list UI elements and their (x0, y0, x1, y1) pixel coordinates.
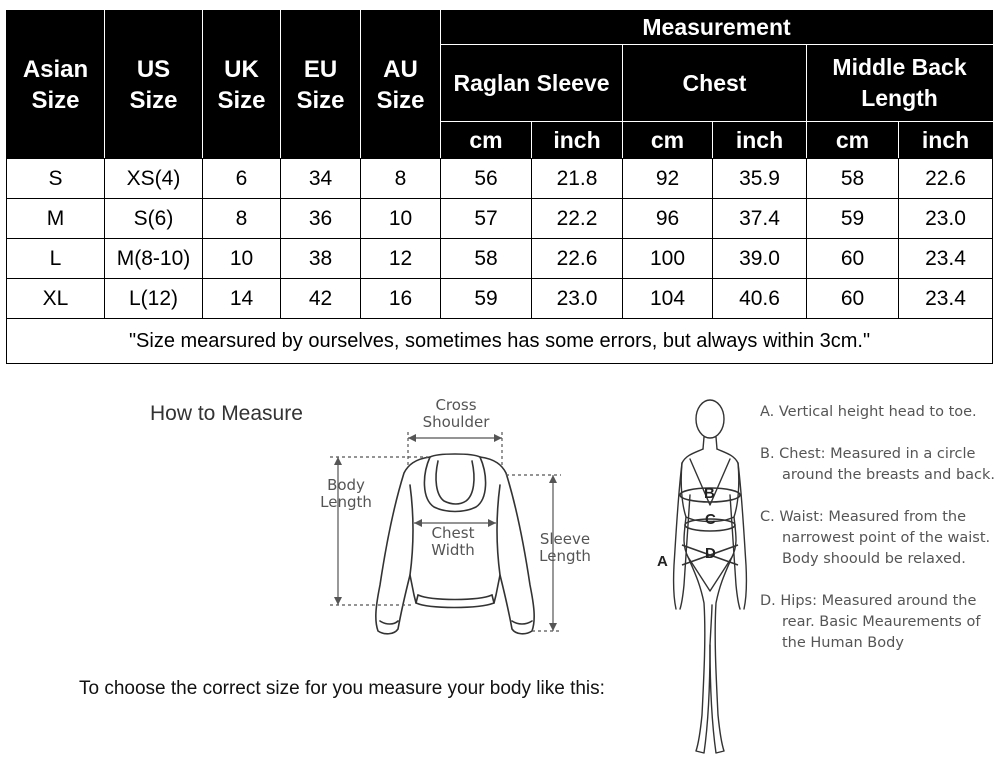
measurement-legend (760, 402, 995, 654)
table-cell: 40.6 (713, 279, 807, 319)
table-cell: 59 (807, 199, 899, 239)
figure-letter-b: B (704, 485, 715, 502)
header-us-size: US Size (105, 11, 203, 159)
table-cell: 23.4 (899, 239, 993, 279)
table-cell: 10 (203, 239, 281, 279)
table-cell: 39.0 (713, 239, 807, 279)
header-unit-inch: inch (713, 122, 807, 159)
table-cell: 6 (203, 159, 281, 199)
table-row (7, 279, 993, 319)
table-cell: 42 (281, 279, 361, 319)
table-cell: L (7, 239, 105, 279)
header-unit-inch: inch (532, 122, 623, 159)
table-cell: 35.9 (713, 159, 807, 199)
garment-illustration (310, 395, 610, 645)
table-row (7, 159, 993, 199)
body-figure (650, 395, 760, 763)
cross-shoulder-label: Cross Shoulder (422, 396, 490, 431)
table-cell: 22.2 (532, 199, 623, 239)
body-figure-illustration (650, 395, 760, 763)
table-cell: 36 (281, 199, 361, 239)
header-raglan-sleeve: Raglan Sleeve (441, 45, 623, 122)
table-cell: 104 (623, 279, 713, 319)
table-cell: 58 (807, 159, 899, 199)
garment-diagram (310, 395, 610, 645)
header-unit-inch: inch (899, 122, 993, 159)
table-cell: 12 (361, 239, 441, 279)
table-cell: 22.6 (532, 239, 623, 279)
measure-instruction: To choose the correct size for you measure your body like this: (79, 678, 605, 699)
header-unit-cm: cm (441, 122, 532, 159)
table-cell: 58 (441, 239, 532, 279)
table-cell: 92 (623, 159, 713, 199)
figure-letter-d: D (705, 545, 716, 562)
header-chest: Chest (623, 45, 807, 122)
table-cell: 23.4 (899, 279, 993, 319)
table-row (7, 199, 993, 239)
table-cell: 8 (203, 199, 281, 239)
table-cell: 23.0 (899, 199, 993, 239)
table-cell: 57 (441, 199, 532, 239)
header-unit-cm: cm (807, 122, 899, 159)
body-length-label: Body Length (320, 476, 372, 511)
sleeve-length-label: Sleeve Length (539, 530, 591, 565)
table-cell: XL (7, 279, 105, 319)
legend-item-a: A. Vertical height head to toe. (760, 404, 977, 420)
header-au-size: AU Size (361, 11, 441, 159)
header-eu-size: EU Size (281, 11, 361, 159)
table-cell: 59 (441, 279, 532, 319)
legend-item-b: B. Chest: Measured in a circle around the breasts and back. (760, 446, 996, 483)
table-cell: 100 (623, 239, 713, 279)
size-note: "Size mearsured by ourselves, sometimes has some errors, but always within 3cm." (7, 319, 993, 364)
table-cell: 21.8 (532, 159, 623, 199)
header-measurement: Measurement (441, 11, 993, 45)
figure-letter-c: C (705, 511, 716, 528)
table-cell: M (7, 199, 105, 239)
table-cell: 16 (361, 279, 441, 319)
table-cell: M(8-10) (105, 239, 203, 279)
table-cell: 23.0 (532, 279, 623, 319)
legend-item-d: D. Hips: Measured around the rear. Basic Meaurements of the Human Body (760, 593, 981, 651)
table-row (7, 239, 993, 279)
table-cell: XS(4) (105, 159, 203, 199)
how-to-measure-title: How to Measure (150, 402, 303, 425)
header-unit-cm: cm (623, 122, 713, 159)
table-cell: 38 (281, 239, 361, 279)
chest-width-label: Chest Width (431, 524, 475, 559)
table-cell: S (7, 159, 105, 199)
table-cell: 60 (807, 239, 899, 279)
table-cell: 14 (203, 279, 281, 319)
header-middle-back-length: Middle Back Length (807, 45, 993, 122)
table-cell: 22.6 (899, 159, 993, 199)
table-cell: 56 (441, 159, 532, 199)
table-cell: S(6) (105, 199, 203, 239)
header-uk-size: UK Size (203, 11, 281, 159)
table-cell: 37.4 (713, 199, 807, 239)
table-cell: L(12) (105, 279, 203, 319)
size-chart-table (6, 10, 993, 364)
legend-item-c: C. Waist: Measured from the narrowest point of the waist. Body shoould be relaxed. (760, 509, 991, 567)
header-asian-size: Asian Size (7, 11, 105, 159)
table-cell: 34 (281, 159, 361, 199)
table-cell: 10 (361, 199, 441, 239)
table-cell: 96 (623, 199, 713, 239)
figure-letter-a: A (657, 553, 668, 570)
table-cell: 60 (807, 279, 899, 319)
table-cell: 8 (361, 159, 441, 199)
